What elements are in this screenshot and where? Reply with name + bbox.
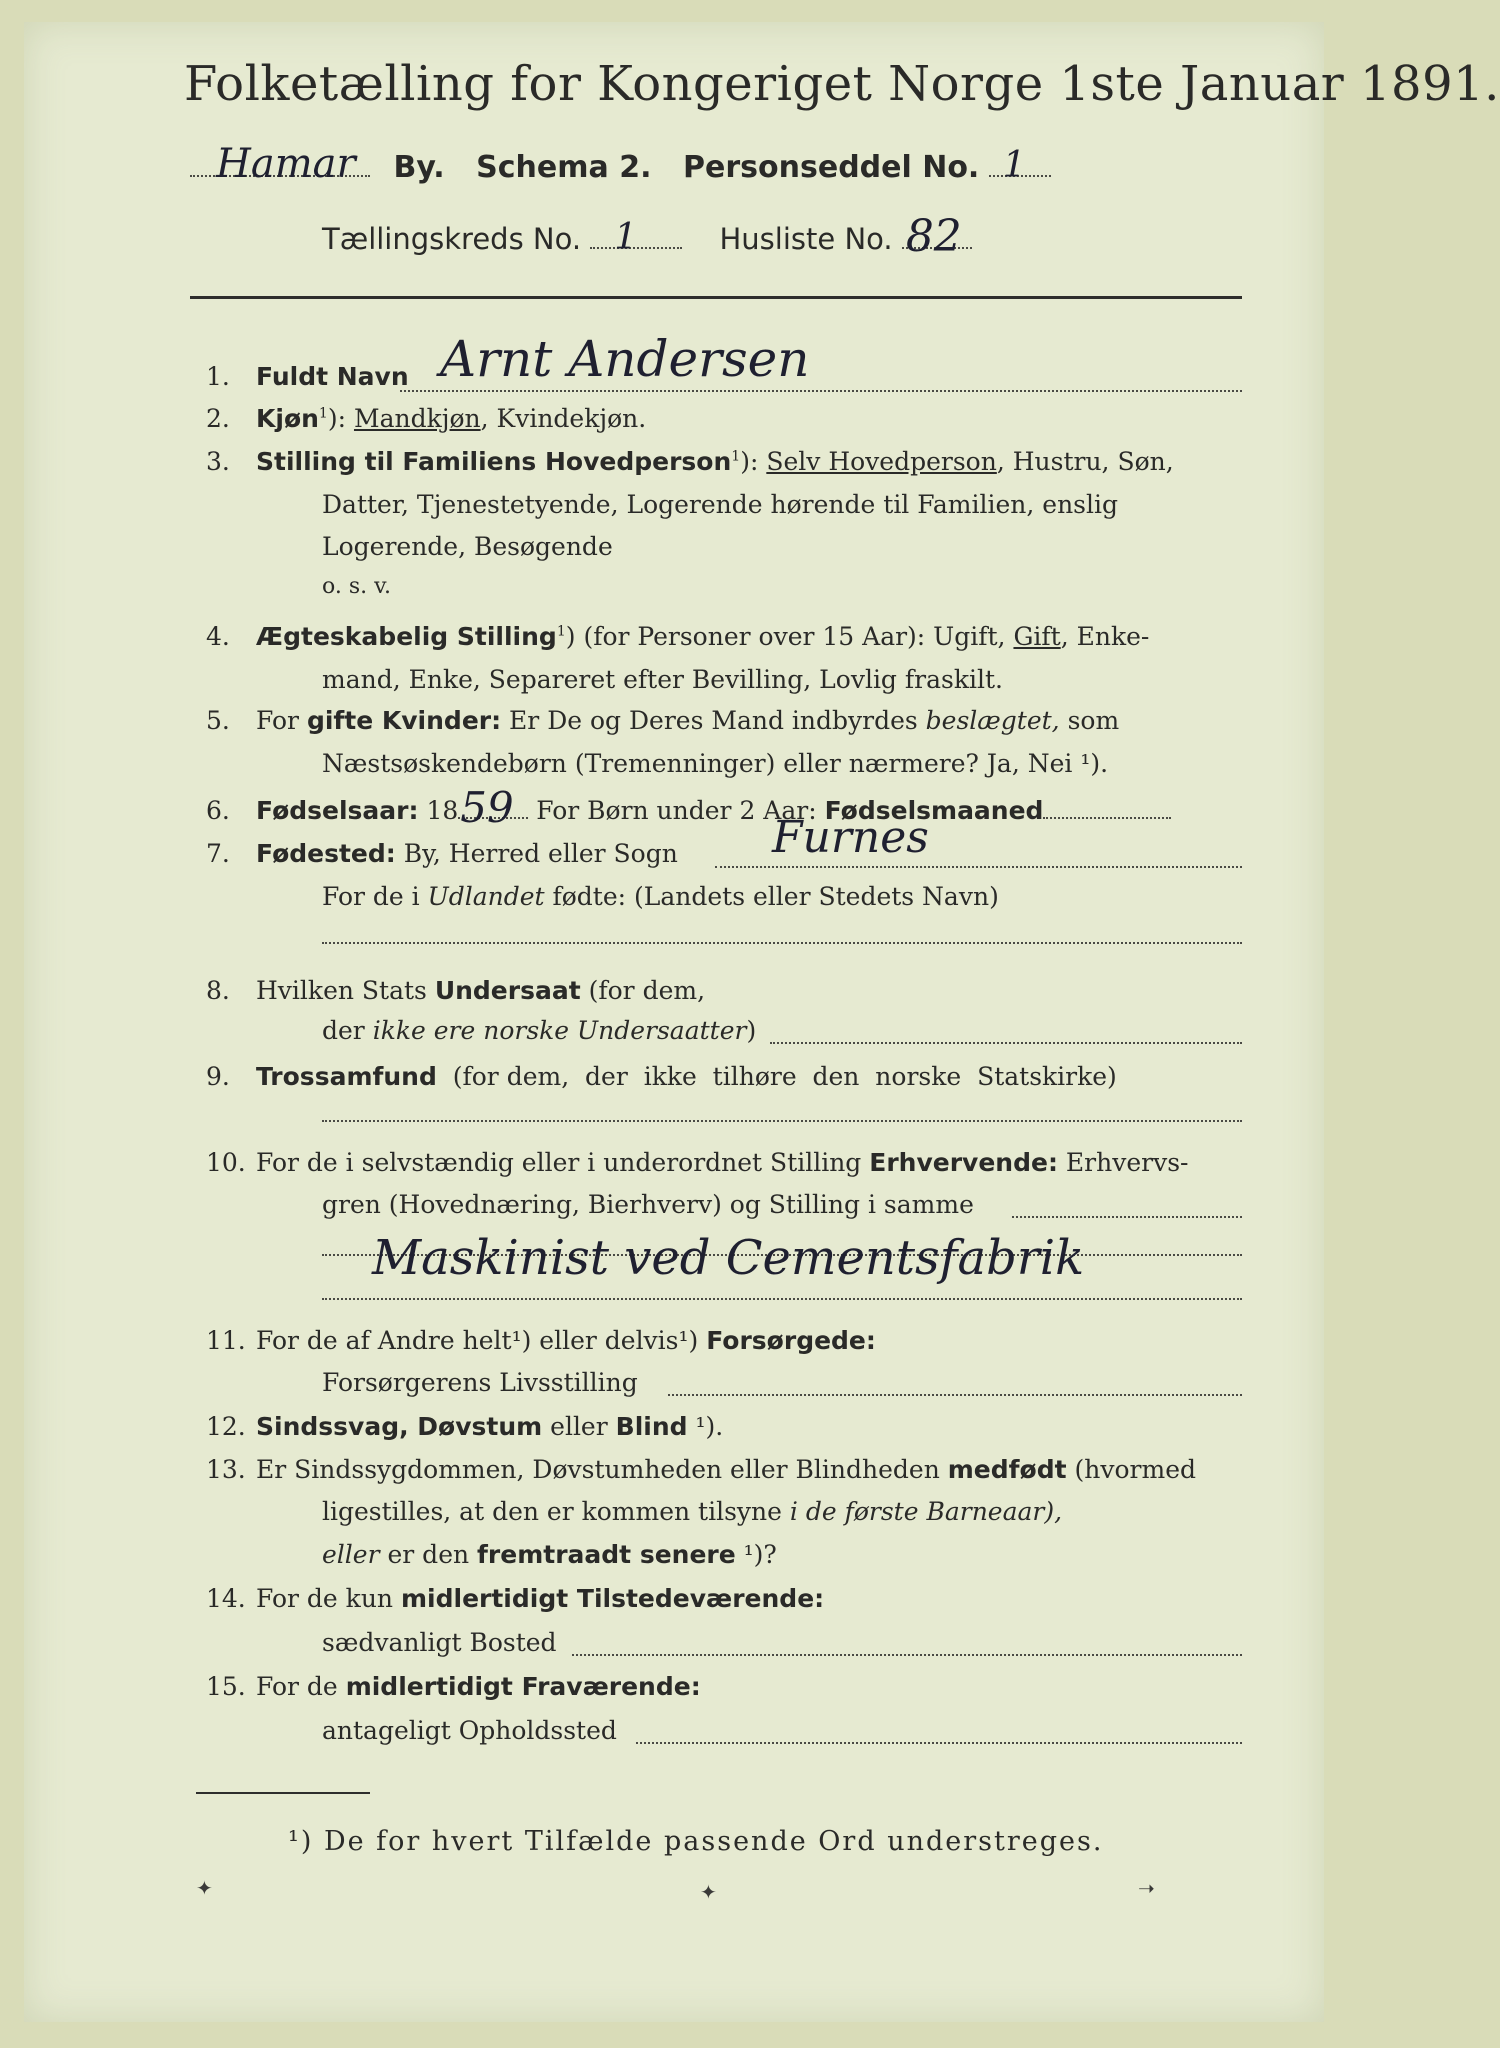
field-temporary-absent: For de midlertidigt Fraværende: <box>256 1672 701 1701</box>
city-label: By. <box>393 150 445 185</box>
husliste-value: 82 <box>905 211 962 262</box>
taellingskreds-value: 1 <box>614 217 638 258</box>
field-birth-year: Fødselsaar: 18 59 For Børn under 2 Aar: Fødselsmaaned <box>256 796 1171 825</box>
field-birthplace: Fødested: By, Herred eller Sogn <box>256 839 678 868</box>
field-occupation: For de i selvstændig eller i underordnet Stilling Erhvervende: Erhvervs- <box>256 1148 1189 1177</box>
item-number-1: 1. <box>206 362 230 391</box>
field-nationality: Hvilken Stats Undersaat (for dem, <box>256 976 706 1005</box>
item-number-2: 2. <box>206 404 230 433</box>
registration-mark-center: ✦ <box>700 1880 717 1904</box>
schema-label: Schema 2. <box>476 150 652 185</box>
item-number-10: 10. <box>206 1148 246 1177</box>
field-marital-status: Ægteskabelig Stilling$^1$) (for Personer over 15 Aar): Ugift, Gift, Enke- <box>256 622 1150 651</box>
field-gender: Kjøn$^1$): Mandkjøn, Kvindekjøn. <box>256 404 647 433</box>
husliste-label: Husliste No. <box>719 222 893 256</box>
item-number-8: 8. <box>206 976 230 1005</box>
gender-selected: Mandkjøn <box>353 404 481 433</box>
registration-mark-left: ✦ <box>196 1876 213 1900</box>
field-congenital: Er Sindssygdommen, Døvstumheden eller Blindheden medfødt (hvormed <box>256 1455 1196 1484</box>
field-supported: For de af Andre helt¹) eller delvis¹) Forsørgede: <box>256 1326 876 1355</box>
header-line-1 <box>190 141 1051 187</box>
personseddel-value: 1 <box>1002 145 1026 186</box>
item-number-15: 15. <box>206 1672 246 1701</box>
field-full-name <box>256 362 409 391</box>
taellingskreds-label: Tællingskreds No. <box>322 222 582 256</box>
footnote: ¹) De for hvert Tilfælde passende Ord understreges. <box>288 1826 1104 1857</box>
field-disability: Sindssvag, Døvstum eller Blind ¹). <box>256 1412 724 1441</box>
header-rule <box>190 296 1242 299</box>
full-name-value: Arnt Andersen <box>440 330 810 388</box>
item-number-3: 3. <box>206 447 230 476</box>
item-number-9: 9. <box>206 1062 230 1091</box>
form-title: Folketælling for Kongeriget Norge 1ste Januar 1891. <box>184 56 1500 112</box>
registration-mark-right: ➝ <box>1138 1876 1155 1900</box>
item-number-7: 7. <box>206 839 230 868</box>
family-position-selected: Selv Hovedperson <box>766 447 997 476</box>
header-line-2 <box>322 211 972 262</box>
occupation-value: Maskinist ved Cementsfabrik <box>372 1230 1085 1286</box>
city-value: Hamar <box>216 141 356 187</box>
birthplace-value: Furnes <box>772 812 929 863</box>
item-number-13: 13. <box>206 1455 246 1484</box>
footnote-rule <box>196 1792 370 1794</box>
full-name-label: Fuldt Navn <box>256 362 409 391</box>
field-religion: Trossamfund (for dem, der ikke tilhøre den norske Statskirke) <box>256 1062 1117 1091</box>
field-family-position: Stilling til Familiens Hovedperson$^1$): Selv Hovedperson, Hustru, Søn, <box>256 447 1174 476</box>
item-number-5: 5. <box>206 706 230 735</box>
field-married-women: For gifte Kvinder: Er De og Deres Mand indbyrdes beslægtet, som <box>256 706 1120 735</box>
field-temporary-present: For de kun midlertidigt Tilstedeværende: <box>256 1584 825 1613</box>
item-number-12: 12. <box>206 1412 246 1441</box>
item-number-11: 11. <box>206 1326 246 1355</box>
personseddel-label: Personseddel No. <box>683 150 980 185</box>
item-number-14: 14. <box>206 1584 246 1613</box>
item-number-6: 6. <box>206 796 230 825</box>
birth-year-value: 59 <box>460 783 514 832</box>
item-number-4: 4. <box>206 622 230 651</box>
marital-status-selected: Gift <box>1013 622 1061 651</box>
